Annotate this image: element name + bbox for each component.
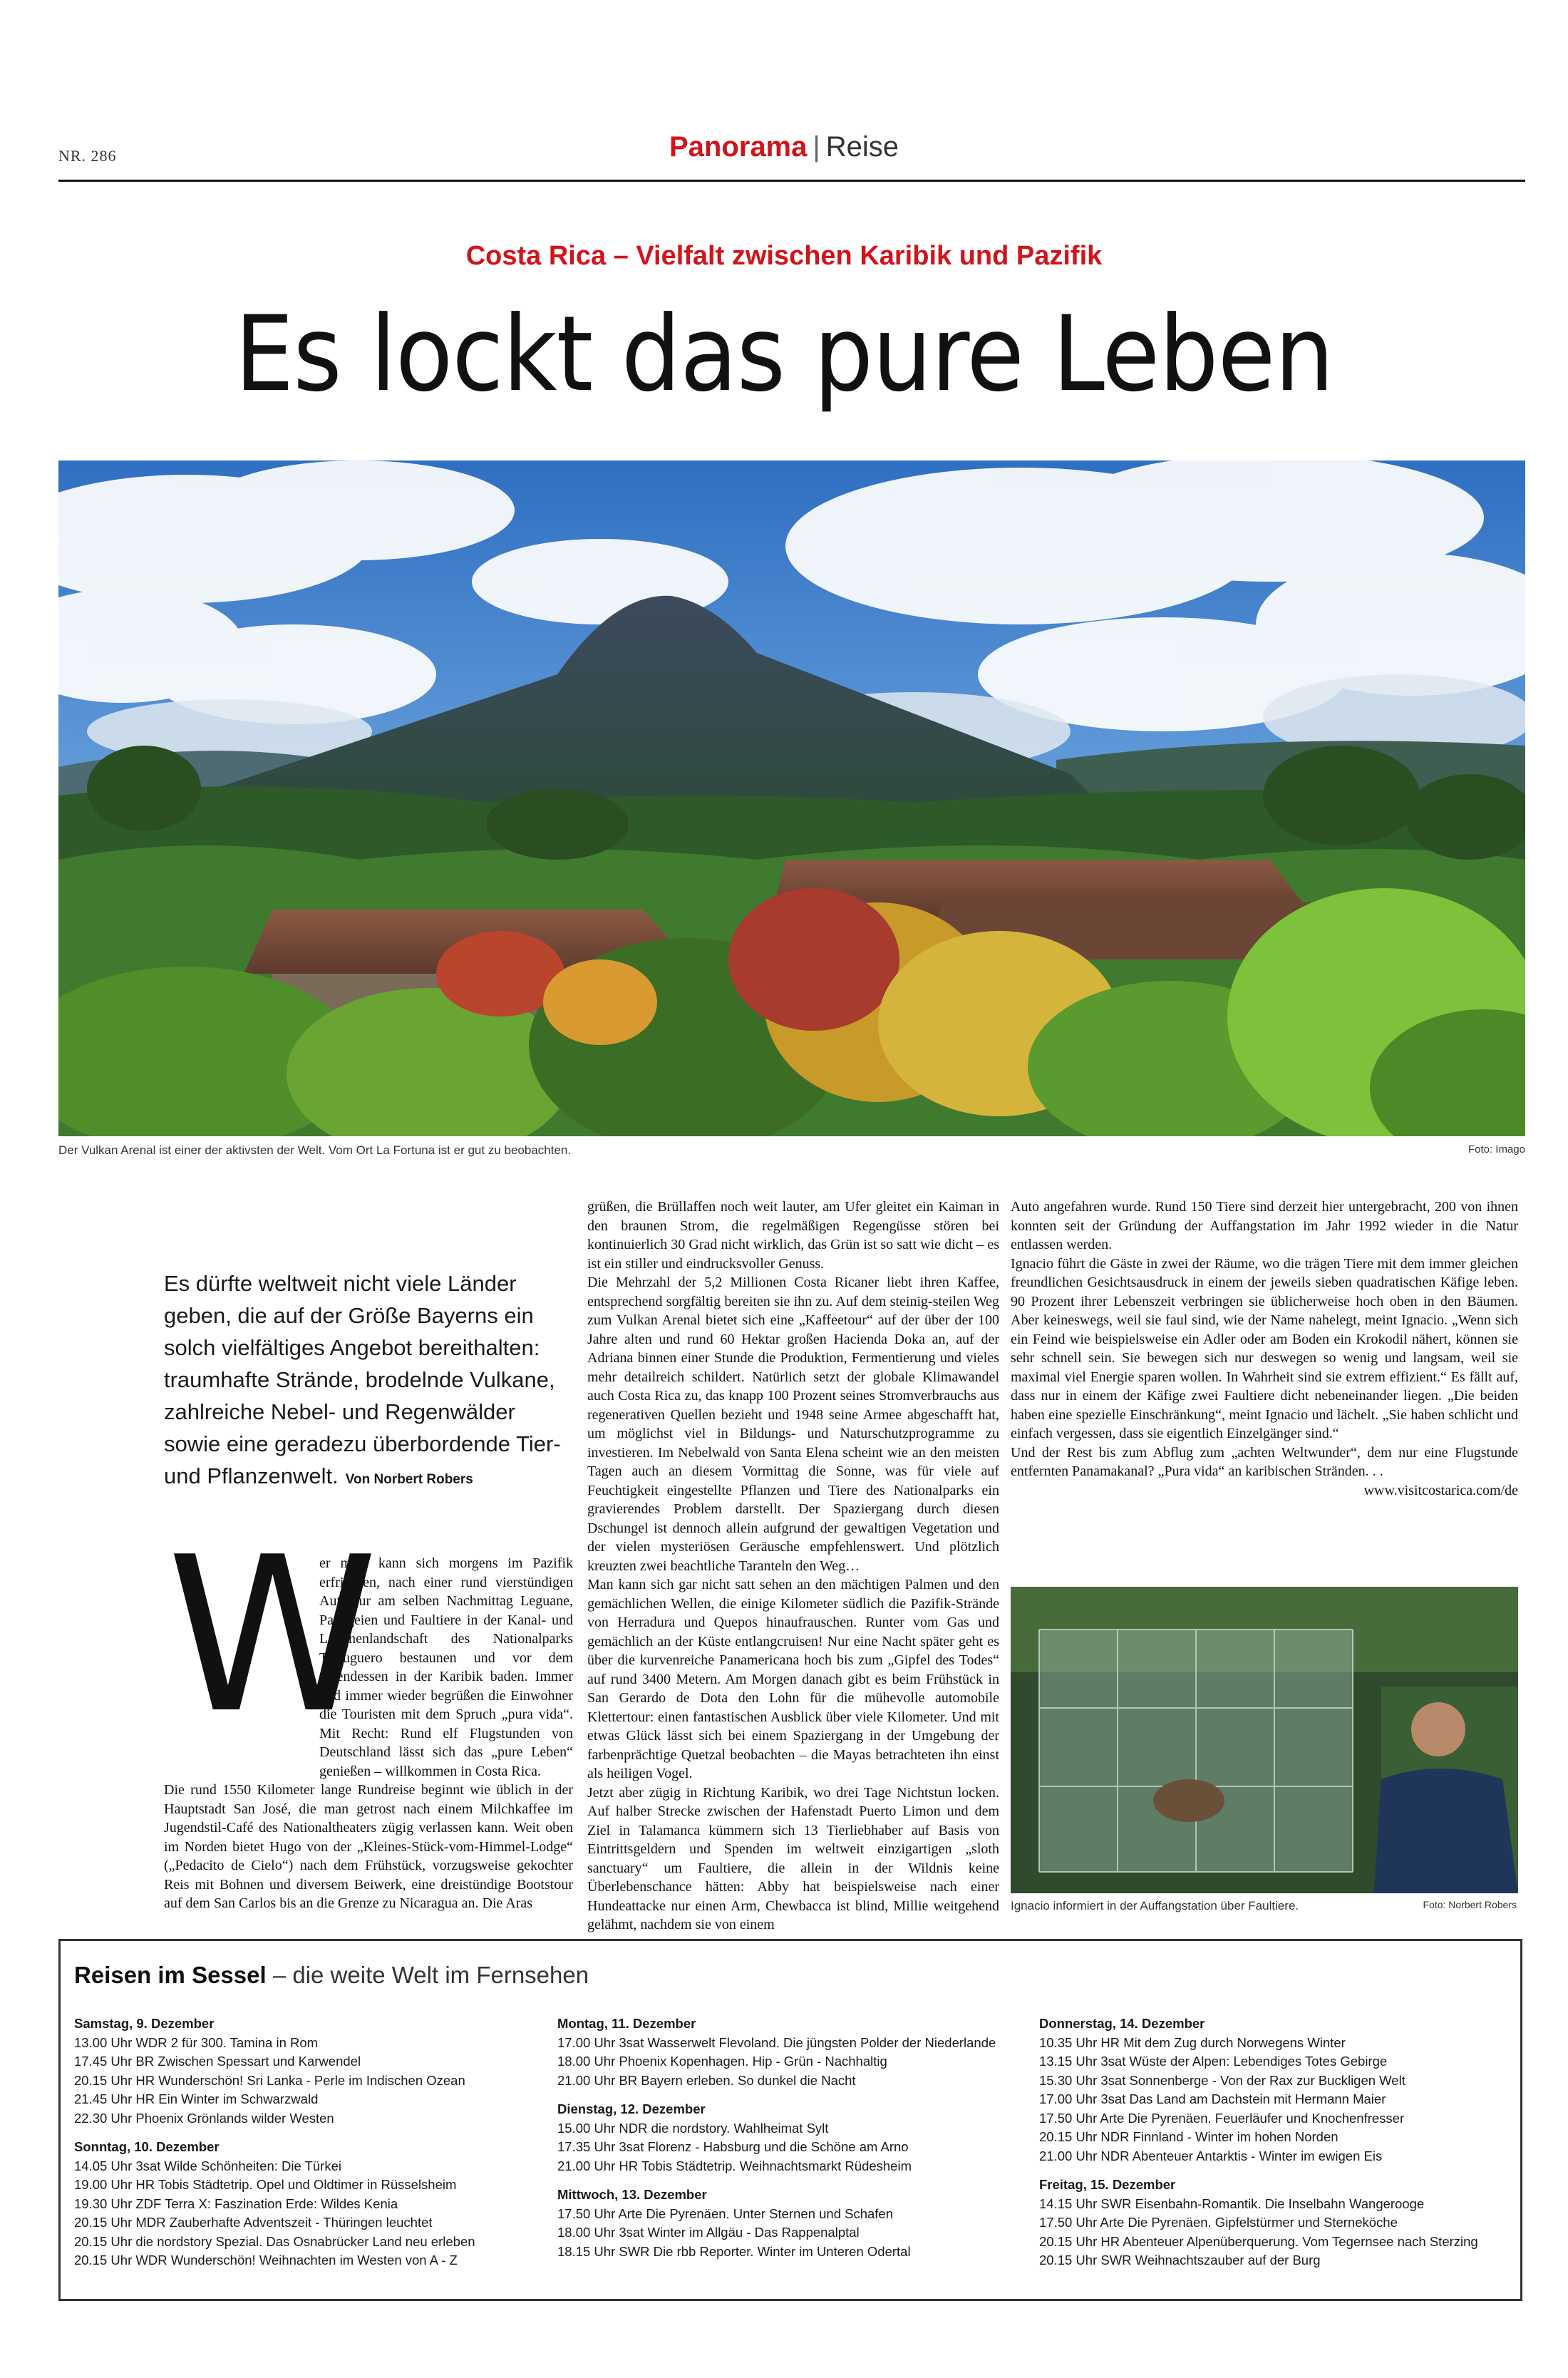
tv-item: 10.35 Uhr HR Mit dem Zug durch Norwegens Winter [1039, 2034, 1346, 2050]
paragraph: grüßen, die Brüllaffen noch weit lauter, am Ufer gleitet ein Kaiman in den braunen Strom, die regelmäßigen Regengüsse stören bei kontinuierlich 30 Grad nicht wirklich, das Grün ist so satt wie dicht – es ist ein stiller und eindrucksvoller Genuss. [587, 1199, 999, 1272]
tv-day: Samstag, 9. Dezember [74, 2016, 215, 2031]
photo2-credit: Foto: Norbert Robers [1423, 1899, 1517, 1910]
website-link[interactable]: www.visitcostarica.com/de [1363, 1482, 1518, 1498]
tv-item: 17.50 Uhr Arte Die Pyrenäen. Gipfelstürmer und Sterneköche [1039, 2215, 1398, 2230]
section-header [0, 131, 1568, 163]
paragraph [1011, 1443, 1518, 1498]
tv-column-1 [74, 2014, 530, 2270]
hero-caption: Der Vulkan Arenal ist einer der aktivsten der Welt. Vom Ort La Fortuna ist er gut zu beobachten. [58, 1143, 572, 1157]
paragraph: Die rund 1550 Kilometer lange Rundreise beginnt wie üblich in der Hauptstadt San José, die man getrost nach einem Milchkaffee im Jugendstil-Café des Nationaltheaters zügig verlassen kann. Weit oben im Norden bietet Hugo von der „Kleines-Stück-vom-Himmel-Lodge“ („Pedacito de Cielo“) nach dem Frühstück, vorzugsweise gekochter Reis mit Bohnen und diversem Beiwerk, eine dreistündige Bootstour auf dem San Carlos bis an die Grenze zu Nicaragua an. Die Aras [164, 1782, 573, 1911]
tv-item: 18.15 Uhr SWR Die rbb Reporter. Winter im Unteren Odertal [557, 2243, 911, 2259]
tv-day: Donnerstag, 14. Dezember [1039, 2016, 1205, 2031]
tv-item: 15.30 Uhr 3sat Sonnenberge - Von der Rax zur Buckligen Welt [1039, 2072, 1405, 2088]
tv-item: 20.15 Uhr HR Wunderschön! Sri Lanka - Perle im Indischen Ozean [74, 2072, 465, 2088]
tv-item: 21.00 Uhr NDR Abenteuer Antarktis - Winter im ewigen Eis [1039, 2148, 1383, 2163]
tv-day: Mittwoch, 13. Dezember [557, 2187, 707, 2202]
tv-item: 13.15 Uhr 3sat Wüste der Alpen: Lebendiges Totes Gebirge [1039, 2054, 1388, 2069]
tv-box-title [74, 1962, 589, 1989]
paragraph: Man kann sich gar nicht satt sehen an den mächtigen Palmen und den gemächlichen Wellen, die einige Kilometer südlich die Pazifik-Strände von Herradura und Quepos hinaufrauschen. Runter vom Gas und gemächlich an der Küste entlangcruisen! Nur eine Nacht später geht es über die kurvenreiche Panamericana hoch bis zum „Gipfel des Todes“ auf rund 3400 Metern. Am Morgen danach gibt es beim Frühstück in San Gerardo de Dota den Lohn für die mühevolle automobile Klettertour: einen fantastischen Ausblick über viele Kilometer. Und mit etwas Glück lässt sich bei einem Spaziergang in der Umgebung der farbenprächtige Quetzal beobachten – die Mayas betrachteten ihn einst als heiligen Vogel. [587, 1577, 999, 1781]
hero-credit: Foto: Imago [1468, 1143, 1525, 1155]
paragraph: Auto angefahren wurde. Rund 150 Tiere sind derzeit hier untergebracht, 200 von ihnen konnten seit der Gründung der Auffangstation im Jahr 1992 wieder in die Natur entlassen werden. [1011, 1199, 1518, 1252]
tv-item: 20.15 Uhr HR Abenteuer Alpenüberquerung. Vom Tegernsee nach Sterzing [1039, 2233, 1478, 2249]
tv-item: 20.15 Uhr MDR Zauberhafte Adventszeit - Thüringen leuchtet [74, 2215, 433, 2230]
tv-box-title-rest: – die weite Welt im Fernsehen [266, 1962, 589, 1988]
section-brand: Panorama [669, 131, 808, 163]
tv-item: 20.15 Uhr WDR Wunderschön! Weihnachten im Westen von A - Z [74, 2253, 458, 2268]
section-subsection: Reise [825, 131, 899, 163]
tv-item: 17.00 Uhr 3sat Das Land am Dachstein mit Hermann Maier [1039, 2091, 1386, 2106]
tv-column-3 [1039, 2014, 1495, 2270]
tv-item: 15.00 Uhr NDR die nordstory. Wahlheimat Sylt [557, 2120, 829, 2136]
closing-text: Und der Rest bis zum Abflug zum „achten Weltwunder“, dem nur eine Flugstunde entfernten Panamakanal? „Pura vida“ an karibischen Stränden. . . [1011, 1444, 1518, 1479]
article-headline: Es lockt das pure Leben [234, 294, 1334, 415]
tv-box-title-bold: Reisen im Sessel [74, 1962, 267, 1988]
tv-item: 20.15 Uhr SWR Weihnachtszauber auf der Burg [1039, 2253, 1321, 2268]
header-rule [58, 180, 1525, 182]
article-column-2 [587, 1198, 999, 1935]
photo-sloth-sanctuary [1011, 1587, 1518, 1893]
tv-item: 22.30 Uhr Phoenix Grönlands wilder Westen [74, 2110, 334, 2126]
tv-item: 17.50 Uhr Arte Die Pyrenäen. Unter Sternen und Schafen [557, 2205, 894, 2221]
tv-item: 14.05 Uhr 3sat Wilde Schönheiten: Die Türkei [74, 2158, 341, 2173]
tv-item: 19.30 Uhr ZDF Terra X: Faszination Erde: Wildes Kenia [74, 2196, 398, 2211]
tv-item: 17.00 Uhr 3sat Wasserwelt Flevoland. Die jüngsten Polder der Niederlande [557, 2034, 996, 2050]
dropcap: W [167, 1511, 378, 1760]
paragraph: Die Mehrzahl der 5,2 Millionen Costa Ricaner liebt ihren Kaffee, entsprechend sorgfältig bereiten sie ihn zu. Auf dem steinig-steilen Weg zum Vulkan Arenal bietet sich eine „Kaffeetour“ auf der über der 100 Jahre alten und rund 60 Hektar großen Hacienda Doka an, auf der Adriana binnen einer Stunde die Produktion, Fermentierung und vieles mehr detailreich schildert. Natürlich setzt der globale Klimawandel auch Costa Rica zu, das knapp 100 Prozent seines Stromverbrauchs aus regenerativen Quellen bezieht und 1948 seine Armee abgeschafft hat, um möglichst viel in Bildungs- und Naturschutzprogramme zu investieren. Im Nebelwald von Santa Elena scheint wie an den meisten Tagen auch an diesem Vormittag die Sonne, was für viele auf Feuchtigkeit eingestellte Pflanzen und Tiere des Nationalparks ein gravierendes Problem darstellt. Der Spaziergang durch diesen Dschungel ist dennoch allein aufgrund der gewaltigen Vegetation und der vielen mysteriösen Geräusche empfehlenswert. Und plötzlich kreuzten zwei beachtliche Taranteln den Weg… [587, 1275, 999, 1574]
tv-item: 21.00 Uhr HR Tobis Städtetrip. Weihnachtsmarkt Rüdesheim [557, 2158, 912, 2173]
tv-day: Montag, 11. Dezember [557, 2016, 696, 2031]
lead-text: Es dürfte weltweit nicht viele Länder geben, die auf der Größe Bayerns ein solch vielfältiges Angebot bereithalten: traumhafte Strände, brodelnde Vulkane, zahlreiche Nebel- und Regenwälder sowie eine geradezu überbordende Tier- und Pflanzenwelt. [164, 1271, 561, 1488]
tv-item: 17.45 Uhr BR Zwischen Spessart und Karwendel [74, 2054, 361, 2069]
tv-item: 17.35 Uhr 3sat Florenz - Habsburg und die Schöne am Arno [557, 2139, 909, 2154]
article-column-3 [1011, 1198, 1518, 1500]
section-separator: | [813, 131, 820, 163]
tv-column-2 [557, 2014, 1013, 2261]
paragraph: Ignacio führt die Gäste in zwei der Räume, wo die trägen Tiere mit dem immer gleichen freundlichen Gesichtsausdruck in einem der jeweils sieben quadratischen Käfige leben. 90 Prozent ihrer Lebenszeit verbringen sie üblicherweise hoch oben in den Bäumen. Aber keineswegs, weil sie faul sind, wie der Name nahelegt, meint Ignacio. „Wenn sich ein Feind wie beispielsweise ein Adler oder am Boden ein Krokodil nähert, können sie sehr schnell sein. Sie bewegen sich nur deswegen so wenig und langsam, weil sie maximal viel Energie sparen wollen. In Wahrheit sind sie extrem effizient.“ Es fällt auf, dass nur in einem der Käfige zwei Faultiere dicht nebeneinander liegen. „Die beiden haben eine spezielle Einschränkung“, meint Ignacio und lächelt. „Sie haben schlicht und einfach vergessen, dass sie eigentlich Einzelgänger sind.“ [1011, 1255, 1518, 1441]
tv-item: 20.15 Uhr die nordstory Spezial. Das Osnabrücker Land neu erleben [74, 2233, 475, 2249]
article-kicker: Costa Rica – Vielfalt zwischen Karibik und Pazifik [465, 241, 1103, 271]
paragraph: Jetzt aber zügig in Richtung Karibik, wo drei Tage Nichtstun locken. Auf halber Strecke zwischen der Hafenstadt Puerto Limon und dem Ziel in Talamanca kümmern sich 13 Tierliebhaber auf Basis von Eintrittsgeldern und Spenden im weltweit einzigartigen „sloth sanctuary“ um Faultiere, die allein in der Wildnis keine Überlebenschance hätten: Abby hat beispielsweise nach einer Hundeattacke nur einen Arm, Chewbacca ist blind, Millie weitgehend gelähmt, nachdem sie von einem [587, 1784, 999, 1932]
tv-item: 18.00 Uhr 3sat Winter im Allgäu - Das Rappenalptal [557, 2225, 860, 2240]
tv-item: 20.15 Uhr NDR Finnland - Winter im hohen Norden [1039, 2129, 1339, 2144]
issue-number: NR. 286 [58, 147, 117, 165]
tv-day: Dienstag, 12. Dezember [557, 2101, 706, 2116]
tv-item: 19.00 Uhr HR Tobis Städtetrip. Opel und Oldtimer in Rüsselsheim [74, 2177, 457, 2192]
tv-item: 18.00 Uhr Phoenix Kopenhagen. Hip - Grün - Nachhaltig [557, 2054, 887, 2069]
tv-day: Sonntag, 10. Dezember [74, 2139, 220, 2154]
tv-item: 17.50 Uhr Arte Die Pyrenäen. Feuerläufer und Knochenfresser [1039, 2110, 1405, 2126]
tv-item: 14.15 Uhr SWR Eisenbahn-Romantik. Die Inselbahn Wangerooge [1039, 2196, 1425, 2211]
tv-item: 21.45 Uhr HR Ein Winter im Schwarzwald [74, 2091, 319, 2106]
hero-photo-volcano [58, 460, 1525, 1136]
tv-day: Freitag, 15. Dezember [1039, 2177, 1176, 2192]
photo2-caption: Ignacio informiert in der Auffangstation über Faultiere. [1011, 1899, 1299, 1913]
paragraph: er mag, kann sich morgens im Pazifik erfrischen, nach einer rund vierstündigen Autotour am selben Nachmittag Leguane, Papageien und Faultiere in der Kanal- und Lagunenlandschaft des Nationalparks Tortuguero bestaunen und vor dem Abendessen in der Karibik baden. Immer und immer wieder begrüßen die Einwohner die Touristen mit dem Spruch „pura vida“. Mit Recht: Rund elf Flugstunden von Deutschland lässt sich das „pure Leben“ genießen – willkommen in Costa Rica. [319, 1555, 573, 1779]
tv-item: 13.00 Uhr WDR 2 für 300. Tamina in Rom [74, 2034, 319, 2050]
byline: Von Norbert Robers [345, 1472, 473, 1487]
article-lead [164, 1267, 573, 1496]
tv-item: 21.00 Uhr BR Bayern erleben. So dunkel die Nacht [557, 2072, 856, 2088]
article-column-1 [164, 1554, 573, 1913]
